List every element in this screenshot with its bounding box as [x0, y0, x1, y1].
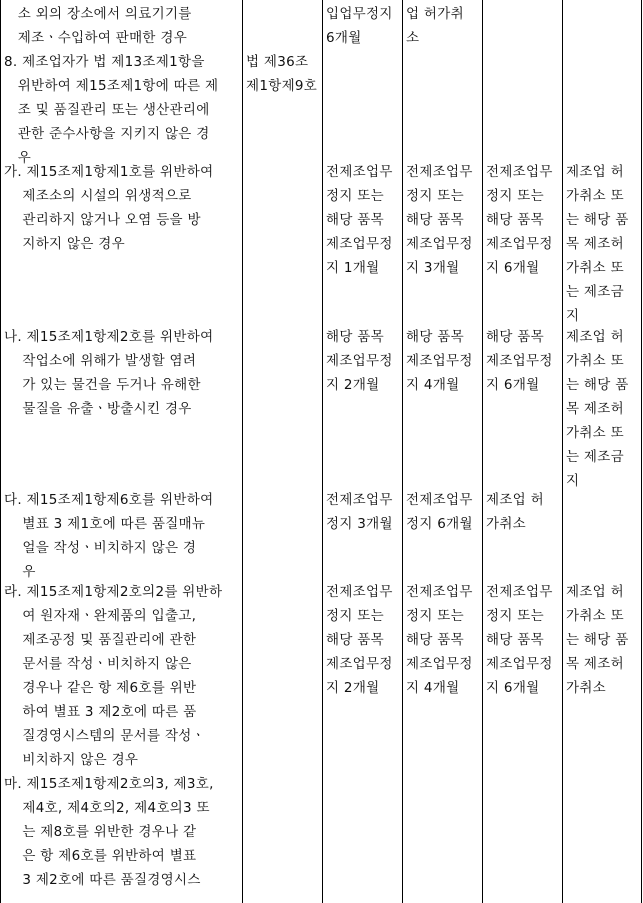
penalty-fourth-line: 가취소 또 — [566, 260, 624, 276]
penalty-second-line: 정지 또는 — [406, 188, 464, 204]
penalty-third-cell — [486, 580, 562, 700]
penalty-first-line: 정지 또는 — [326, 188, 384, 204]
penalty-first-line: 전제조업무 — [326, 584, 393, 600]
penalty-second-line: 전제조업무 — [406, 492, 473, 508]
penalty-fourth-line: 는 해당 품 — [566, 377, 629, 393]
violation-text-line: 제조소의 시설의 위생적으로 — [4, 188, 192, 204]
violation-text-line: 라. 제15조제1항제2호의2를 위반하 — [4, 584, 223, 600]
penalty-third-line: 전제조업무 — [486, 584, 553, 600]
violation-text-cell — [4, 325, 242, 421]
penalty-third-line: 해당 품목 — [486, 212, 544, 228]
penalty-first-cell — [326, 2, 402, 50]
penalty-third-line: 지 6개월 — [486, 680, 540, 696]
column-divider — [402, 0, 403, 903]
penalty-third-line: 해당 품목 — [486, 632, 544, 648]
violation-text-line: 마. 제15조제1항제2호의3, 제3호, — [4, 776, 214, 792]
violation-text-line: 다. 제15조제1항제6호를 위반하여 — [4, 492, 214, 508]
penalty-second-line: 제조업무정 — [406, 656, 473, 672]
penalty-fourth-line: 제조업 허 — [566, 329, 624, 345]
violation-text-line: 소 외의 장소에서 의료기기를 — [4, 6, 192, 22]
penalty-second-line: 해당 품목 — [406, 212, 464, 228]
penalty-second-line: 제조업무정 — [406, 236, 473, 252]
violation-text-line: 나. 제15조제1항제2호를 위반하여 — [4, 329, 214, 345]
penalty-first-cell — [326, 580, 402, 700]
penalty-second-line: 지 3개월 — [406, 260, 460, 276]
penalty-second-line: 해당 품목 — [406, 329, 464, 345]
penalty-first-line: 전제조업무 — [326, 492, 393, 508]
penalty-third-line: 해당 품목 — [486, 329, 544, 345]
penalty-fourth-line: 는 해당 품 — [566, 632, 629, 648]
penalty-third-line: 제조업 허 — [486, 492, 544, 508]
penalty-fourth-line: 가취소 또 — [566, 353, 624, 369]
violation-text-line: 문서를 작성ㆍ비치하지 않은 — [4, 656, 192, 672]
violation-text-line: 우 — [4, 564, 36, 580]
legal-basis-line — [246, 2, 322, 26]
column-divider — [322, 0, 323, 903]
penalty-second-cell — [406, 325, 482, 397]
penalty-fourth-line: 는 제조금 — [566, 284, 624, 300]
violation-text-cell — [4, 580, 242, 772]
penalty-fourth-cell — [566, 580, 640, 700]
violation-text-cell — [4, 488, 242, 584]
penalty-first-line: 제조업무정 — [326, 236, 393, 252]
penalty-first-line: 정지 또는 — [326, 608, 384, 624]
violation-text-line: 제4호, 제4호의2, 제4호의3 또 — [4, 800, 210, 816]
column-divider — [562, 0, 563, 903]
penalty-third-line: 제조업무정 — [486, 236, 553, 252]
penalty-fourth-line: 는 해당 품 — [566, 212, 629, 228]
penalty-third-cell — [486, 325, 562, 397]
violation-text-line: 비치하지 않은 경우 — [4, 752, 139, 768]
penalty-third-line: 지 6개월 — [486, 260, 540, 276]
penalty-second-line: 업 허가취 — [406, 6, 464, 22]
violation-text-line: 조 및 품질관리 또는 생산관리에 — [4, 102, 210, 118]
violation-text-line: 별표 3 제1호에 따른 품질매뉴 — [4, 516, 206, 532]
violation-text-line: 은 항 제6호를 위반하여 별표 — [4, 848, 197, 864]
violation-text-cell — [4, 772, 242, 892]
penalty-fourth-line: 목 제조허 — [566, 401, 624, 417]
penalty-third-line: 가취소 — [486, 516, 527, 532]
penalty-third-line: 전제조업무 — [486, 164, 553, 180]
penalty-first-cell — [326, 488, 402, 536]
violation-text-line: 지하지 않은 경우 — [4, 236, 125, 252]
violation-text-cell — [4, 160, 242, 256]
violation-text-line: 하여 별표 3 제2호에 따른 품 — [4, 704, 197, 720]
penalty-second-line: 전제조업무 — [406, 164, 473, 180]
penalty-third-line: 정지 또는 — [486, 608, 544, 624]
penalty-fourth-line: 는 제조금 — [566, 449, 624, 465]
penalty-third-line: 지 6개월 — [486, 377, 540, 393]
penalty-first-line: 제조업무정 — [326, 656, 393, 672]
penalty-second-line: 전제조업무 — [406, 584, 473, 600]
penalty-fourth-line: 제조업 허 — [566, 164, 624, 180]
penalty-first-cell — [326, 160, 402, 280]
violation-text-line: 제조공정 및 품질관리에 관한 — [4, 632, 197, 648]
legal-basis-line: 법 제36조 — [246, 54, 309, 70]
violation-text-line: 관한 준수사항을 지키지 않은 경 — [4, 126, 210, 142]
penalty-first-line: 해당 품목 — [326, 212, 384, 228]
penalty-second-line: 지 4개월 — [406, 377, 460, 393]
penalty-fourth-line: 지 — [566, 308, 580, 324]
violation-text-line: 여 원자재ㆍ완제품의 입출고, — [4, 608, 197, 624]
penalty-fourth-line: 제조업 허 — [566, 584, 624, 600]
penalty-first-line: 입업무정지 — [326, 6, 393, 22]
penalty-second-line: 소 — [406, 30, 420, 46]
violation-text-line: 8. 제조업자가 법 제13조제1항을 — [4, 54, 205, 70]
violation-text-line: 는 제8호를 위반한 경우나 같 — [4, 824, 197, 840]
penalty-second-cell — [406, 2, 482, 50]
penalty-fourth-line: 가취소 — [566, 680, 607, 696]
penalty-first-line: 지 2개월 — [326, 377, 380, 393]
violation-text-line: 얼을 작성ㆍ비치하지 않은 경 — [4, 540, 197, 556]
penalty-fourth-line: 지 — [566, 473, 580, 489]
penalty-fourth-cell — [566, 160, 640, 328]
violation-text-line: 3 제2호에 따른 품질경영시스 — [4, 872, 201, 888]
violation-text-line: 가. 제15조제1항제1호를 위반하여 — [4, 164, 214, 180]
penalty-first-line: 전제조업무 — [326, 164, 393, 180]
violation-text-line: 위반하여 제15조제1항에 따른 제 — [4, 78, 219, 94]
penalty-fourth-cell — [566, 325, 640, 493]
violation-text-line: 제조ㆍ수입하여 판매한 경우 — [4, 30, 188, 46]
penalty-second-line: 해당 품목 — [406, 632, 464, 648]
penalty-first-cell — [326, 325, 402, 397]
penalty-second-line: 정지 6개월 — [406, 516, 473, 532]
violation-text-line: 질경영시스템의 문서를 작성ㆍ — [4, 728, 205, 744]
violation-text-line: 관리하지 않거나 오염 등을 방 — [4, 212, 201, 228]
penalty-first-line: 지 2개월 — [326, 680, 380, 696]
column-divider — [242, 0, 243, 903]
penalty-third-cell — [486, 160, 562, 280]
legal-basis-line — [246, 26, 322, 50]
penalty-fourth-line: 가취소 또 — [566, 608, 624, 624]
violation-text-line: 경우나 같은 항 제6호를 위반 — [4, 680, 197, 696]
penalty-first-line: 제조업무정 — [326, 353, 393, 369]
penalty-second-cell — [406, 580, 482, 700]
penalty-second-cell — [406, 488, 482, 536]
penalty-third-cell — [486, 488, 562, 536]
penalty-first-line: 6개월 — [326, 30, 362, 46]
violation-text-line: 작업소에 위해가 발생할 염려 — [4, 353, 197, 369]
penalty-second-line: 제조업무정 — [406, 353, 473, 369]
legal-basis-cell — [246, 2, 322, 98]
penalty-first-line: 해당 품목 — [326, 329, 384, 345]
penalty-first-line: 정지 3개월 — [326, 516, 393, 532]
penalty-fourth-line: 목 제조허 — [566, 236, 624, 252]
penalty-first-line: 해당 품목 — [326, 632, 384, 648]
penalty-first-line: 지 1개월 — [326, 260, 380, 276]
penalty-fourth-line: 목 제조허 — [566, 656, 624, 672]
legal-basis-line: 제1항제9호 — [246, 78, 318, 94]
penalty-fourth-line: 가취소 또 — [566, 188, 624, 204]
violation-text-line: 물질을 유출ㆍ방출시킨 경우 — [4, 401, 192, 417]
penalty-third-line: 제조업무정 — [486, 656, 553, 672]
table-border-left — [0, 0, 1, 903]
column-divider — [482, 0, 483, 903]
penalty-fourth-line: 가취소 또 — [566, 425, 624, 441]
penalty-third-line: 제조업무정 — [486, 353, 553, 369]
violation-text-line: 우 — [4, 150, 32, 166]
penalty-second-line: 지 4개월 — [406, 680, 460, 696]
table-border-right — [641, 0, 642, 903]
penalty-second-cell — [406, 160, 482, 280]
penalty-third-line: 정지 또는 — [486, 188, 544, 204]
violation-text-line: 가 있는 물건을 두거나 유해한 — [4, 377, 201, 393]
penalty-second-line: 정지 또는 — [406, 608, 464, 624]
violation-text-cell — [4, 2, 242, 170]
